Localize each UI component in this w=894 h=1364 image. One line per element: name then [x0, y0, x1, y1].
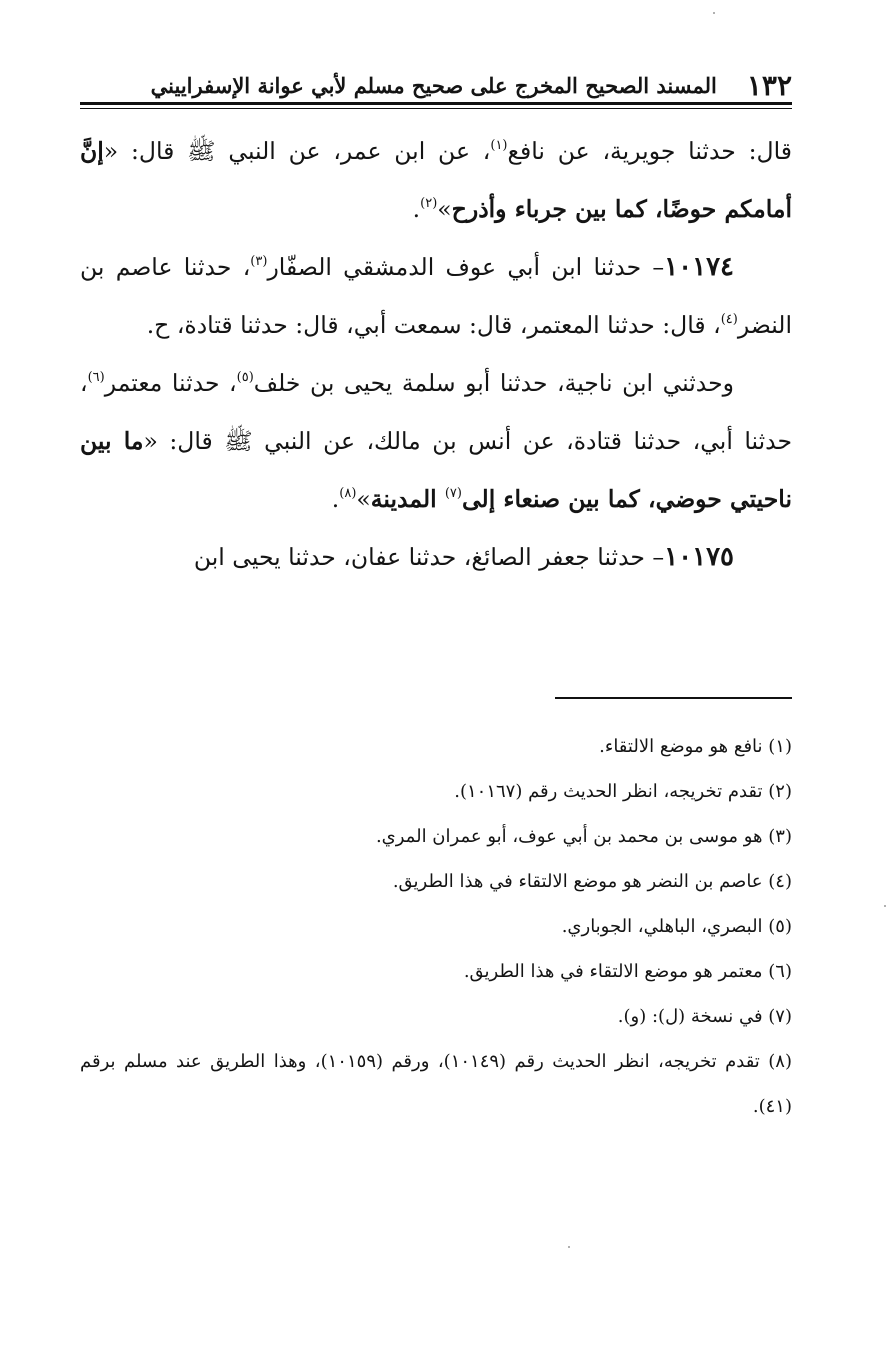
text-run: » [356, 485, 371, 513]
footnote-5: (٥) البصري، الباهلي، الجوباري. [561, 916, 792, 937]
header-rule-thin [80, 108, 792, 109]
footnote-4: (٤) عاصم بن النضر هو موضع الالتقاء في هذا الطريق. [392, 871, 792, 892]
footnote-3: (٣) هو موسى بن محمد بن أبي عوف، أبو عمران المري. [375, 826, 792, 847]
paragraph-4 [80, 528, 792, 586]
footnote-ref[interactable]: (٥) [236, 370, 254, 385]
footnote-8: (٨) تقدم تخريجه، انظر الحديث رقم (١٠١٤٩)، ورقم (١٠١٥٩)، وهذا الطريق عند مسلم برقم (٤١). [80, 1051, 792, 1117]
page-number: ١٣٢ [746, 68, 792, 102]
footnote-ref[interactable]: (١) [490, 138, 508, 153]
text-run: ، حدثنا معتمر [104, 369, 237, 397]
text-run: ، حدثنا أبي، حدثنا قتادة، عن أنس بن مالك، عن النبي ﷺ قال: « [80, 369, 792, 455]
running-header [80, 68, 792, 102]
page-speck [713, 12, 715, 14]
text-run: ، قال: حدثنا المعتمر، قال: سمعت أبي، قال: حدثنا قتادة، ح. [146, 311, 721, 339]
text-run: وحدثني ابن ناجية، حدثنا أبو سلمة يحيى بن خلف [253, 369, 735, 397]
footnote-ref[interactable]: (٧) [444, 486, 462, 501]
text-run: – حدثنا ابن أبي عوف الدمشقي الصفّار [267, 253, 665, 281]
header-rule-thick [80, 102, 792, 105]
book-title: المسند الصحيح المخرج على صحيح مسلم لأبي عوانة الإسفراييني [150, 72, 717, 98]
paragraph-2 [80, 238, 792, 354]
text-run: . [412, 195, 421, 223]
hadith-text: إنَّ أمامكم حوضًا، كما بين جرباء وأذرح [80, 137, 792, 223]
page-speck [884, 905, 886, 907]
footnote-ref[interactable]: (٤) [720, 312, 738, 327]
footnote-2: (٢) تقدم تخريجه، انظر الحديث رقم (١٠١٦٧). [454, 781, 792, 802]
footnote-7: (٧) في نسخة (ل): (و). [617, 1006, 792, 1027]
hadith-text: ما بين ناحيتي حوضي، كما بين صنعاء إلى [80, 427, 792, 513]
footnote-separator [555, 697, 792, 699]
text-run: » [437, 195, 452, 223]
hadith-number: ١٠١٧٥ [664, 542, 734, 572]
footnote-ref[interactable]: (٨) [339, 486, 357, 501]
footnotes [80, 724, 792, 1129]
text-run: قال: حدثنا جويرية، عن نافع [507, 137, 792, 165]
text-run: ، حدثنا عاصم بن النضر [80, 253, 792, 339]
text-run: – حدثنا جعفر الصائغ، حدثنا عفان، حدثنا يحيى ابن [193, 543, 665, 571]
hadith-text: المدينة [370, 485, 445, 513]
footnote-6: (٦) معتمر هو موضع الالتقاء في هذا الطريق. [463, 961, 792, 982]
footnote-ref[interactable]: (٢) [420, 196, 438, 211]
paragraph-1 [80, 122, 792, 238]
page-speck [568, 1246, 570, 1248]
footnote-ref[interactable]: (٦) [87, 370, 105, 385]
text-run: . [331, 485, 340, 513]
paragraph-3 [80, 354, 792, 528]
text-run: ، عن ابن عمر، عن النبي ﷺ قال: « [103, 137, 491, 165]
footnote-1: (١) نافع هو موضع الالتقاء. [599, 736, 792, 757]
main-text [80, 122, 792, 586]
footnote-ref[interactable]: (٣) [250, 254, 268, 269]
hadith-number: ١٠١٧٤ [664, 252, 734, 282]
